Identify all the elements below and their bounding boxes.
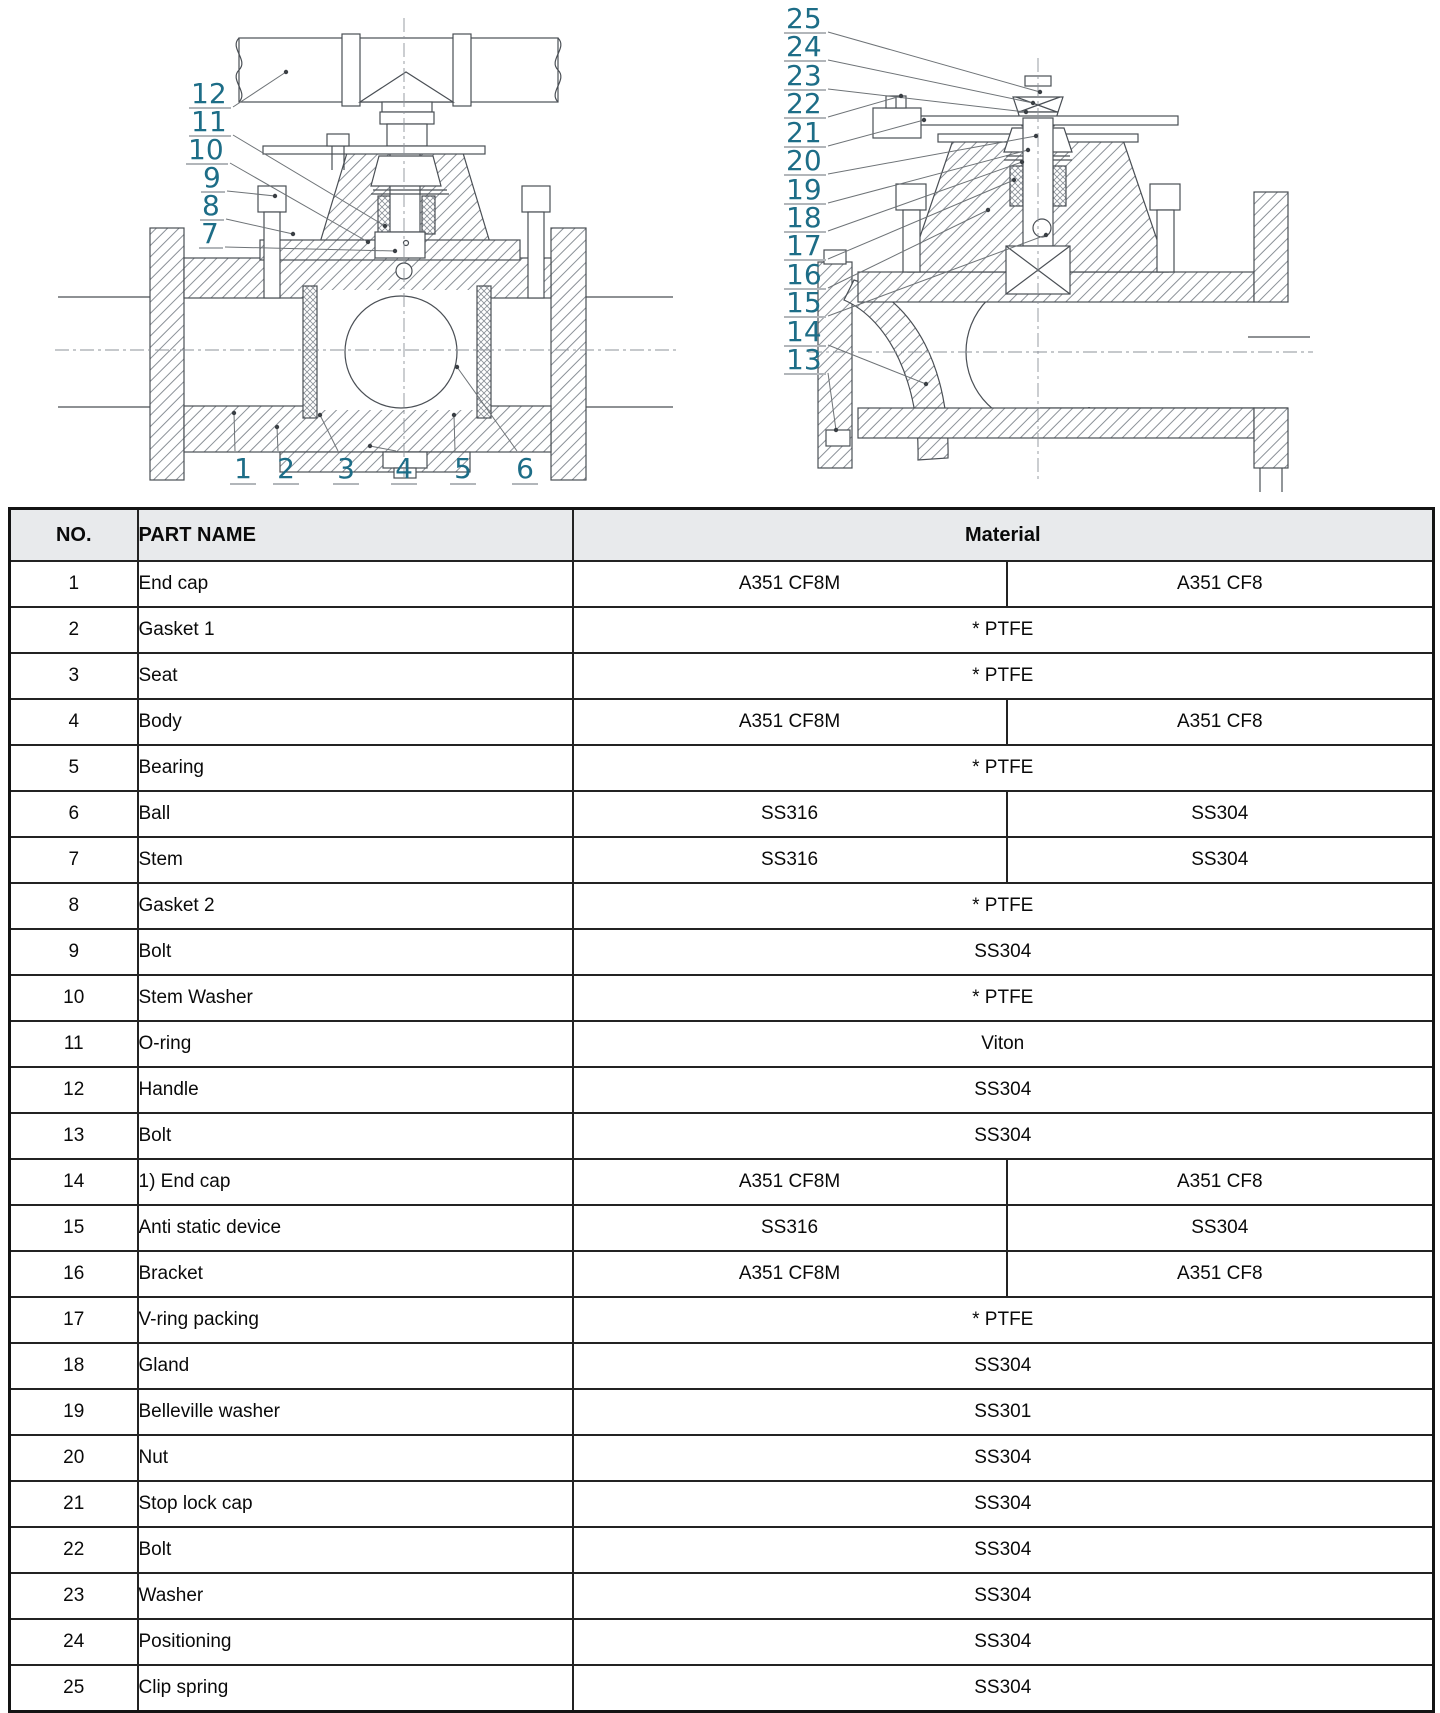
part-no: 13 [10,1113,138,1159]
part-material: SS304 [573,1527,1434,1573]
part-no: 21 [10,1481,138,1527]
table-row [10,745,1434,791]
table-row [10,1343,1434,1389]
part-no: 14 [10,1159,138,1205]
part-material: A351 CF8M [573,1251,1007,1297]
table-row [10,791,1434,837]
part-material: SS304 [1007,1205,1434,1251]
part-name: Stem Washer [138,975,573,1021]
leader-dot [986,208,990,212]
part-material: SS304 [573,1481,1434,1527]
callout-5: 5 [454,452,472,485]
part-material: A351 CF8 [1007,561,1434,607]
part-no: 11 [10,1021,138,1067]
leader-dot [275,425,279,429]
table-row [10,1159,1434,1205]
part-name: Belleville washer [138,1389,573,1435]
part-material: SS304 [573,1343,1434,1389]
parts-table [8,507,1435,1713]
leader-dot [1034,134,1038,138]
part-name: Ball [138,791,573,837]
part-name: Bolt [138,929,573,975]
part-name: Handle [138,1067,573,1113]
part-name: Clip spring [138,1665,573,1712]
table-row [10,1297,1434,1343]
part-no: 1 [10,561,138,607]
part-material: A351 CF8M [573,699,1007,745]
header-no: NO. [10,509,138,562]
part-material: * PTFE [573,1297,1434,1343]
part-material: SS316 [573,791,1007,837]
leader-dot [922,118,926,122]
part-no: 10 [10,975,138,1021]
callout-25: 25 [786,2,822,35]
header-material: Material [573,509,1434,562]
callout-9: 9 [203,161,221,194]
leader-dot [924,382,928,386]
callout-24: 24 [786,30,822,63]
part-material: * PTFE [573,975,1434,1021]
part-material: * PTFE [573,607,1434,653]
callout-12: 12 [191,77,227,110]
part-no: 18 [10,1343,138,1389]
callout-7: 7 [201,217,219,250]
part-no: 9 [10,929,138,975]
part-no: 23 [10,1573,138,1619]
callout-8: 8 [202,189,220,222]
table-row [10,699,1434,745]
part-material: SS304 [1007,791,1434,837]
part-material: A351 CF8M [573,561,1007,607]
table-row [10,561,1434,607]
callout-14: 14 [786,315,822,348]
leader-dot [1031,101,1035,105]
leader-dot [368,444,372,448]
table-row [10,1481,1434,1527]
part-material: SS304 [573,1619,1434,1665]
part-material: * PTFE [573,653,1434,699]
part-material: * PTFE [573,745,1434,791]
part-material: A351 CF8 [1007,1251,1434,1297]
callout-13: 13 [786,343,822,376]
leader-dot [834,428,838,432]
callout-22: 22 [786,87,822,120]
callout-19: 19 [786,173,822,206]
valve-side-geometry [818,76,1310,492]
table-row [10,653,1434,699]
callout-1: 1 [234,452,252,485]
part-material: SS304 [573,1665,1434,1712]
part-material: A351 CF8 [1007,1159,1434,1205]
leader-dot [899,94,903,98]
callout-11: 11 [191,105,227,138]
valve-front-section-drawing [55,0,680,498]
part-no: 25 [10,1665,138,1712]
part-material: SS304 [573,929,1434,975]
leader-line [828,32,1040,92]
part-no: 22 [10,1527,138,1573]
part-name: Seat [138,653,573,699]
leader-dot [1012,178,1016,182]
table-row [10,1665,1434,1712]
part-no: 19 [10,1389,138,1435]
valve-side-section-drawing [778,0,1323,498]
table-row [10,1205,1434,1251]
callout-2: 2 [277,452,295,485]
part-name: V-ring packing [138,1297,573,1343]
part-name: Bracket [138,1251,573,1297]
leader-dot [273,194,277,198]
part-material: SS304 [573,1067,1434,1113]
leader-dot [1038,90,1042,94]
part-name: Gasket 2 [138,883,573,929]
leader-dot [291,232,295,236]
part-name: Gland [138,1343,573,1389]
callout-20: 20 [786,144,822,177]
callout-23: 23 [786,59,822,92]
leader-dot [232,411,236,415]
part-name: Stop lock cap [138,1481,573,1527]
leader-dot [383,224,387,228]
table-row [10,1435,1434,1481]
part-material: SS304 [573,1435,1434,1481]
callout-21: 21 [786,116,822,149]
part-name: Bolt [138,1113,573,1159]
part-material: SS304 [573,1113,1434,1159]
part-material: SS316 [573,1205,1007,1251]
part-material: A351 CF8M [573,1159,1007,1205]
part-no: 6 [10,791,138,837]
callout-18: 18 [786,201,822,234]
table-row [10,929,1434,975]
table-row [10,1573,1434,1619]
part-material: SS304 [1007,837,1434,883]
part-material: A351 CF8 [1007,699,1434,745]
part-no: 17 [10,1297,138,1343]
table-row [10,1113,1434,1159]
part-no: 4 [10,699,138,745]
table-row [10,607,1434,653]
leader-dot [1044,233,1048,237]
leader-line [226,219,293,234]
callout-15: 15 [786,286,822,319]
part-no: 20 [10,1435,138,1481]
callout-4: 4 [395,452,413,485]
part-material: * PTFE [573,883,1434,929]
part-material: SS301 [573,1389,1434,1435]
part-name: Positioning [138,1619,573,1665]
part-name: Washer [138,1573,573,1619]
table-row [10,837,1434,883]
leader-dot [452,413,456,417]
part-name: 1) End cap [138,1159,573,1205]
part-name: Stem [138,837,573,883]
part-no: 12 [10,1067,138,1113]
table-row [10,975,1434,1021]
part-name: Nut [138,1435,573,1481]
table-header-row [10,509,1434,562]
part-name: Gasket 1 [138,607,573,653]
part-no: 2 [10,607,138,653]
leader-dot [455,365,459,369]
leader-dot [393,249,397,253]
part-material: SS316 [573,837,1007,883]
table-row [10,1619,1434,1665]
part-name: Anti static device [138,1205,573,1251]
table-row [10,883,1434,929]
part-no: 8 [10,883,138,929]
callout-6: 6 [516,452,534,485]
part-no: 16 [10,1251,138,1297]
leader-dot [1024,110,1028,114]
part-no: 3 [10,653,138,699]
leader-dot [1020,160,1024,164]
header-part-name: PART NAME [138,509,573,562]
table-row [10,1067,1434,1113]
part-material: Viton [573,1021,1434,1067]
leader-dot [366,240,370,244]
callout-17: 17 [786,229,822,262]
part-no: 7 [10,837,138,883]
part-name: O-ring [138,1021,573,1067]
table-row [10,1251,1434,1297]
valve-front-geometry [58,34,673,480]
part-no: 15 [10,1205,138,1251]
leader-dot [318,413,322,417]
table-row [10,1021,1434,1067]
part-no: 5 [10,745,138,791]
leader-dot [284,70,288,74]
callout-10: 10 [188,133,224,166]
part-no: 24 [10,1619,138,1665]
part-name: Bearing [138,745,573,791]
part-material: SS304 [573,1573,1434,1619]
part-name: Body [138,699,573,745]
part-name: Bolt [138,1527,573,1573]
table-row [10,1527,1434,1573]
callout-3: 3 [337,452,355,485]
leader-dot [1026,148,1030,152]
callout-16: 16 [786,258,822,291]
part-name: End cap [138,561,573,607]
table-row [10,1389,1434,1435]
